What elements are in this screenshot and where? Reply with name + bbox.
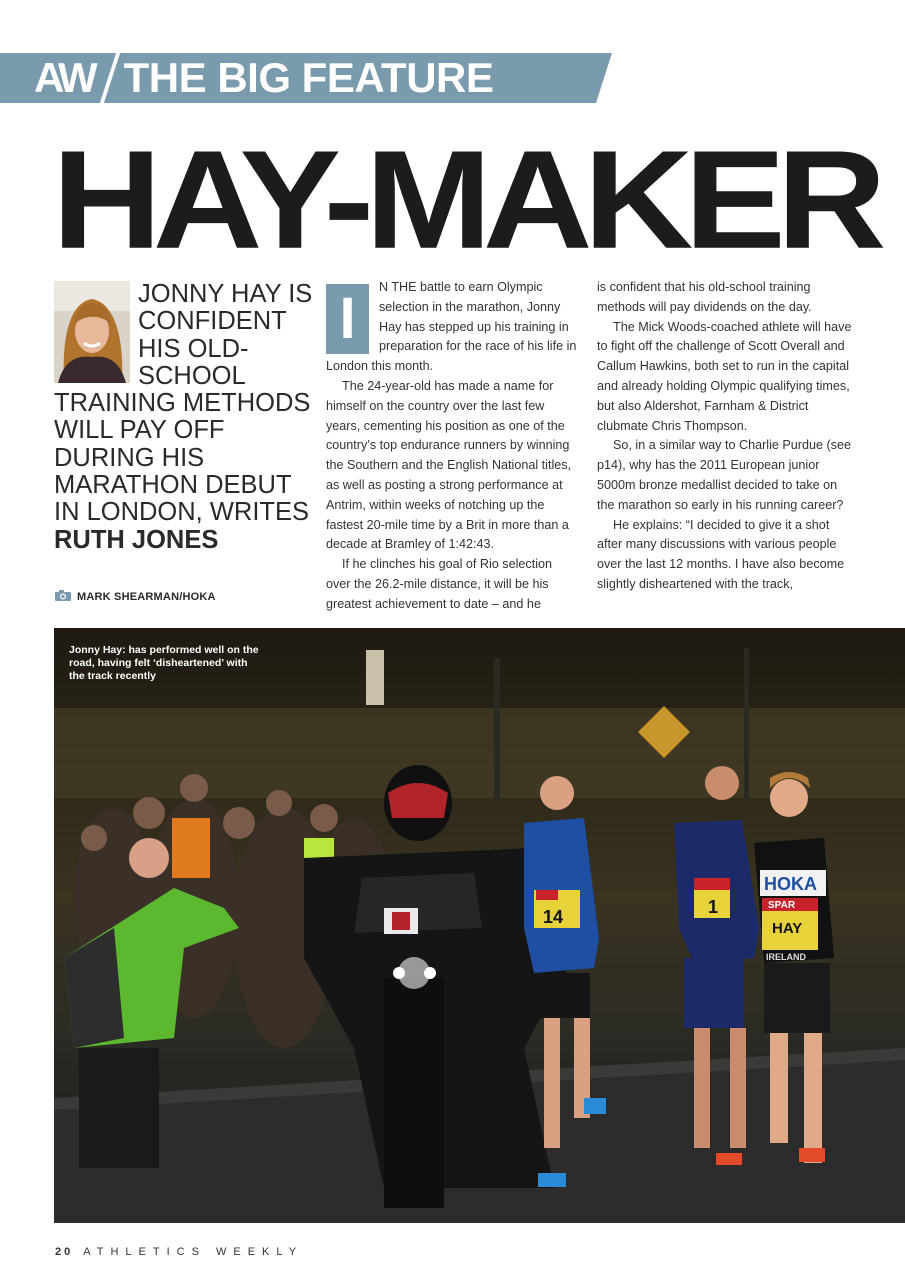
magazine-name: ATHLETICS WEEKLY (83, 1246, 304, 1258)
drop-cap: I (326, 284, 369, 354)
banner-slash (100, 53, 120, 103)
photo-credit-text: MARK SHEARMAN/HOKA (77, 591, 216, 603)
page-footer (55, 1246, 303, 1258)
photo-credit (55, 590, 216, 604)
race-photo (54, 628, 905, 1223)
paragraph: He explains: “I decided to give it a shot after many discussions with various people over the last 12 months. I have also become slightly disheartened with the track, (597, 517, 845, 591)
article-column-1 (326, 278, 578, 615)
paragraph: is confident that his old-school training methods will pay dividends on the day. (597, 280, 812, 314)
paragraph: So, in a similar way to Charlie Purdue (see p14), why has the 2011 European junior 5000m bronze medallist decided to take on the marathon so early in his running career? (597, 438, 851, 512)
article-column-2 (597, 278, 853, 595)
author-name: RUTH JONES (54, 525, 219, 554)
bib-number-14: 14 (543, 907, 564, 927)
section-banner (0, 53, 612, 103)
magazine-logo: AW (34, 54, 94, 101)
page-number: 20 (55, 1246, 74, 1258)
article-headline: HAY-MAKER (52, 121, 878, 279)
paragraph: The Mick Woods-coached athlete will have to fight off the challenge of Scott Overall and Callum Hawkins, both set to run in the capital and already holding Olympic qualifying times, but also Aldershot, Farnham & District clubmate Chris Thompson. (597, 319, 852, 433)
bib-sponsor: SPAR (768, 900, 796, 911)
bib-country: IRELAND (766, 952, 806, 962)
paragraph: If he clinches his goal of Rio selection over the 26.2-mile distance, it will be his greatest achievement to date – and he (326, 557, 553, 611)
paragraph: The 24-year-old has made a name for himself on the country over the last few years, cementing his position as one of the country’s top endurance runners by winning the Southern and the English National titles, as well as posting a strong performance at Antrim, within weeks of notching up the fastest 20-mile time by a Brit in more than a decade at Bramley of 1:42:43. (326, 378, 572, 552)
bib-brand: HOKA (764, 874, 817, 894)
paragraph: N THE battle to earn Olympic selection in the marathon, Jonny Hay has stepped up his training in preparation for the race of his life in London this month. (326, 280, 577, 374)
camera-icon (55, 590, 71, 604)
standfirst (54, 281, 316, 554)
photo-caption: Jonny Hay: has performed well on the road, having felt ‘disheartened’ with the track recently (69, 644, 259, 683)
section-title: THE BIG FEATURE (123, 54, 494, 101)
bib-name: HAY (772, 920, 803, 937)
standfirst-text: JONNY HAY IS CONFIDENT HIS OLD-SCHOOL TRAINING METHODS WILL PAY OFF DURING HIS MARATHON DEBUT IN LONDON, WRITES (54, 280, 313, 527)
bib-number-1: 1 (708, 897, 719, 917)
